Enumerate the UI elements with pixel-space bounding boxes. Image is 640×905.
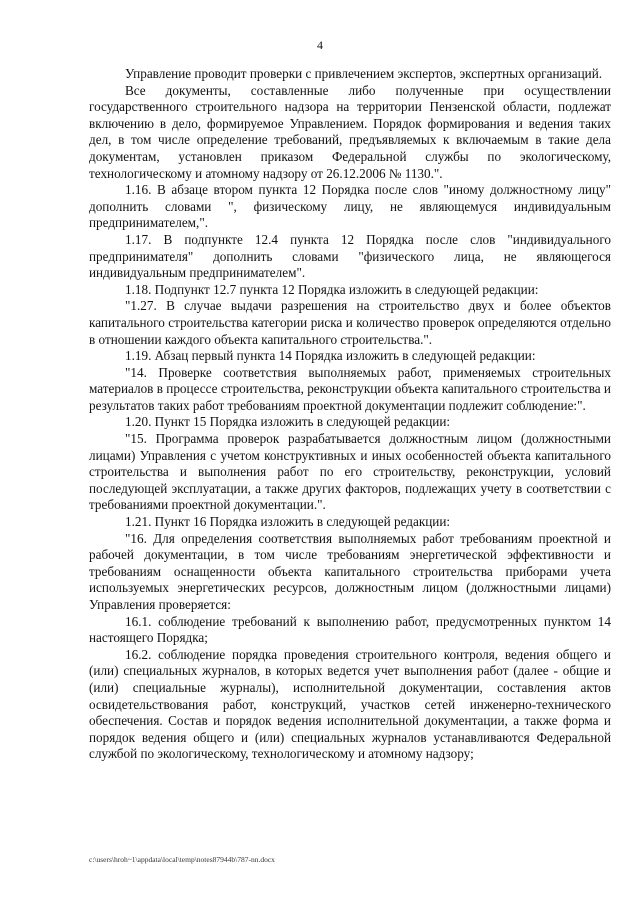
paragraph: "14. Проверке соответствия выполняемых работ, применяемых строительных материалов в процессе строительства, реконструкции объекта капитального строительства и результатов таких работ требованиям проектной документации подлежит соблюдение:". (89, 364, 611, 413)
paragraph: Все документы, составленные либо полученные при осуществлении государственного строительного надзора на территории Пензенской области, подлежат включению в дело, формируемое Управлением. Порядок формирования и ведения таких дел, в том числе определение требований, предъявляемых к включаемым в такие дела документам, установлен приказом Федеральной службы по экологическому, технологическому и атомному надзору от 26.12.2006 № 1130.". (89, 82, 611, 181)
paragraph: 1.17. В подпункте 12.4 пункта 12 Порядка после слов "индивидуального предпринимателя" дополнить словами "физического лица, не являющегося индивидуальным предпринимателем". (89, 231, 611, 281)
paragraph: Управление проводит проверки с привлечением экспертов, экспертных организаций. (125, 66, 603, 81)
paragraph: "1.27. В случае выдачи разрешения на строительство двух и более объектов капитального строительства категории риска и количество проверок определяются отдельно в отношении каждого объекта капитального строительства.". (89, 298, 611, 347)
paragraph: "15. Программа проверок разрабатывается должностным лицом (должностными лицами) Управления с учетом конструктивных и иных особенностей объекта капитального строительства и выполнения работ по его строительству, реконструкции, условий последующей эксплуатации, а также других факторов, подлежащих учету в соответствии с требованиями проектной документации.". (89, 431, 611, 513)
footer-file-path: c:\users\hroh~1\appdata\local\temp\notes87944b\787-nn.docx (89, 855, 275, 864)
paragraph: 1.16. В абзаце втором пункта 12 Порядка после слов "иному должностному лицу" дополнить словами ", физическому лицу, не являющемуся индивидуальным предпринимателем,". (89, 182, 611, 231)
paragraph: 1.21. Пункт 16 Порядка изложить в следующей редакции: (125, 514, 451, 530)
document-body (89, 66, 611, 763)
paragraph: 1.19. Абзац первый пункта 14 Порядка изложить в следующей редакции: (125, 348, 536, 364)
page-number: 4 (317, 38, 323, 52)
paragraph: 1.18. Подпункт 12.7 пункта 12 Порядка изложить в следующей редакции: (125, 281, 539, 297)
paragraph: 1.20. Пункт 15 Порядка изложить в следующей редакции: (125, 414, 451, 430)
paragraph: 16.1. соблюдение требований к выполнению работ, предусмотренных пунктом 14 настоящего Порядка; (89, 613, 611, 646)
paragraph: "16. Для определения соответствия выполняемых работ требованиям проектной и рабочей документации, в том числе требованиям энергетической эффективности и требованиям оснащенности объекта капитального строительства приборами учета используемых энергетических ресурсов, должностным лицом (должностными лицами) Управления проверяется: (89, 530, 611, 612)
paragraph: 16.2. соблюдение порядка проведения строительного контроля, ведения общего и (или) специальных журналов, в которых ведется учет выполнения работ (далее - общие и (или) специальные журналы), исполнительной документации, составления актов освидетельствования работ, конструкций, участков сетей инженерно-технического обеспечения. Состав и порядок ведения исполнительной документации, а также форма и порядок ведения общего и (или) специальных журналов устанавливаются Федеральной службой по экологическому, технологическому и атомному надзору; (89, 646, 611, 762)
